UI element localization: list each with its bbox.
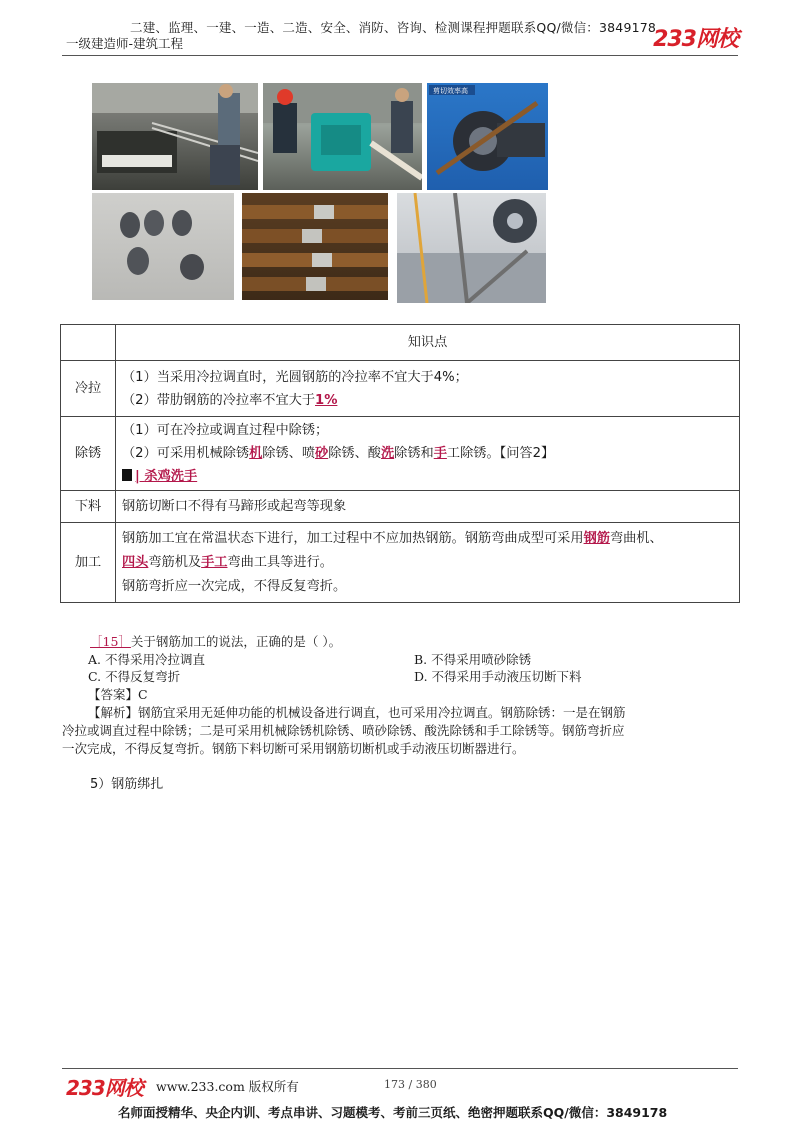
row-label-rust-removal: 除锈 <box>61 417 116 491</box>
photo-rebar-cutter <box>427 83 548 190</box>
row-label-cutting: 下料 <box>61 491 116 523</box>
photo-rebar-bending-machine <box>397 193 546 303</box>
footer-logo[interactable]: 233网校 <box>66 1076 143 1100</box>
row-label-processing: 加工 <box>61 523 116 603</box>
analysis-line-3: 一次完成，不得反复弯折。钢筋下料切断可采用钢筋切断机或手动液压切断器进行。 <box>62 741 525 756</box>
footer-divider <box>62 1068 738 1069</box>
header-ad-line: 二建、监理、一建、一造、二造、安全、消防、咨询、检测课程押题联系QQ/微信：3849178 <box>130 20 657 35</box>
svg-text:剪切效率高: 剪切效率高 <box>433 87 468 95</box>
question-stem: ［15］关于钢筋加工的说法，正确的是（ ）。 <box>90 634 342 649</box>
row-label-cold-drawing: 冷拉 <box>61 361 116 417</box>
table-row: 冷拉 （1）当采用冷拉调直时，光圆钢筋的冷拉率不宜大于4%； （2）带肋钢筋的冷拉率不宜大于1% <box>61 361 740 417</box>
option-b[interactable]: B. 不得采用喷砂除锈 <box>414 652 532 667</box>
photo-cut-rebar-ends <box>92 193 234 300</box>
footer-ad-line: 名师面授精华、央企内训、考点串讲、习题模考、考前三页纸、绝密押题联系QQ/微信：3849178 <box>118 1105 668 1120</box>
site-logo[interactable]: 233网校 <box>653 27 738 52</box>
option-a[interactable]: A. 不得采用冷拉调直 <box>88 652 205 667</box>
table-row: 下料 钢筋切断口不得有马蹄形或起弯等现象 <box>61 491 740 523</box>
option-c[interactable]: C. 不得反复弯折 <box>88 669 181 684</box>
analysis-line-2: 冷拉或调直过程中除锈；二是可采用机械除锈机除锈、喷砂除锈、酸洗除锈和手工除锈等。钢筋弯折应 <box>62 723 625 738</box>
table-row: 加工 钢筋加工宜在常温状态下进行，加工过程中不应加热钢筋。钢筋弯曲成型可采用钢筋弯曲机、 四头弯筋机及手工弯曲工具等进行。 钢筋弯折应一次完成，不得反复弯折。 <box>61 523 740 603</box>
footer-copyright[interactable]: www.233.com 版权所有 <box>156 1079 299 1094</box>
document-subtitle: 一级建造师-建筑工程 <box>66 36 184 51</box>
photo-rebar-straightening-machine <box>92 83 258 190</box>
table-heading: 知识点 <box>116 325 740 361</box>
option-d[interactable]: D. 不得采用手动液压切断下料 <box>414 669 582 684</box>
answer: 【答案】C <box>88 687 148 702</box>
table-row: 除锈 （1）可在冷拉或调直过程中除锈； （2）可采用机械除锈机除锈、喷砂除锈、酸洗除锈和手工除锈。【问答2】 | 杀鸡洗手 <box>61 417 740 491</box>
analysis-line-1: 【解析】钢筋宜采用无延伸功能的机械设备进行调直，也可采用冷拉调直。钢筋除锈：一是在钢筋 <box>88 705 626 720</box>
photo-derusted-rebars <box>242 193 388 300</box>
page-number: 173 / 380 <box>384 1078 437 1091</box>
knowledge-table <box>60 324 740 603</box>
photo-rust-removal-machine <box>263 83 422 190</box>
header-divider <box>62 55 738 56</box>
section-heading: 5）钢筋绑扎 <box>90 777 164 792</box>
mnemonic: | 杀鸡洗手 <box>122 465 739 488</box>
